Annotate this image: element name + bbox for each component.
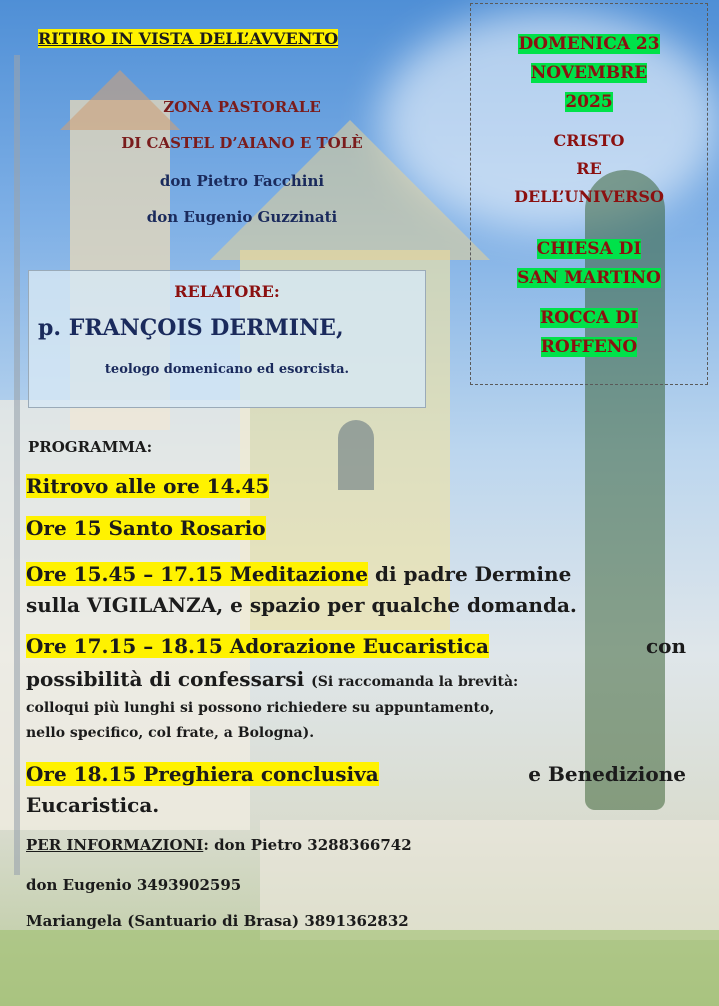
program-item-3-time: Ore 15.45 – 17.15 Meditazione [26,562,368,586]
feast-line-1: CRISTO [553,131,625,150]
priest-1: don Pietro Facchini [159,172,325,190]
program-item-5-rest: e Benedizione [528,762,686,786]
contact-eugenio: don Eugenio 3493902595 [26,876,242,894]
zone-line-1: ZONA PASTORALE [163,98,321,116]
zone-line-2: DI CASTEL D’AIANO E TOLÈ [121,134,363,152]
priest-2: don Eugenio Guzzinati [146,208,338,226]
contacts-heading: PER INFORMAZIONI [26,836,204,854]
church-window [338,420,374,490]
date-line-3: 2025 [565,92,613,112]
program-item-4-note-2: colloqui più lunghi si possono richiedere su appuntamento, [26,700,495,716]
feast-line-2: RE [576,159,602,178]
program-heading: PROGRAMMA: [28,438,153,456]
program-item-5-line-2: Eucaristica. [26,793,160,817]
program-item-4-time: Ore 17.15 – 18.15 Adorazione Eucaristica [26,634,489,658]
program-item-5-time: Ore 18.15 Preghiera conclusiva [26,762,379,786]
speaker-label: RELATORE: [174,282,280,301]
speaker-role: teologo domenicano ed esorcista. [104,362,350,377]
contact-pietro: : don Pietro 3288366742 [203,836,412,854]
place-line-1: ROCCA DI [540,308,638,328]
speaker-name: p. FRANÇOIS DERMINE, [38,315,344,341]
church-line-1: CHIESA DI [536,239,642,259]
program-item-1: Ritrovo alle ore 14.45 [26,474,270,498]
program-item-3-line-2: sulla VIGILANZA, e spazio per qualche domanda. [26,593,577,617]
feast-line-3: DELL’UNIVERSO [514,187,664,206]
church-line-2: SAN MARTINO [517,268,661,288]
program-item-4-line-2: possibilità di confessarsi [26,667,305,691]
date-line-2: NOVEMBRE [530,63,648,83]
event-title: RITIRO IN VISTA DELL’AVVENTO [38,29,339,48]
date-line-1: DOMENICA 23 [518,34,660,54]
program-item-4-note-3: nello specifico, col frate, a Bologna). [26,725,315,741]
program-item-4-rest: con [645,634,686,658]
contact-mariangela: Mariangela (Santuario di Brasa) 3891362832 [26,912,409,930]
place-line-2: ROFFENO [540,337,638,357]
grass [0,930,719,1006]
program-item-3-rest: di padre Dermine [368,562,572,586]
program-item-2: Ore 15 Santo Rosario [26,516,266,540]
program-item-4-note-1: (Si raccomanda la brevità: [311,674,519,690]
